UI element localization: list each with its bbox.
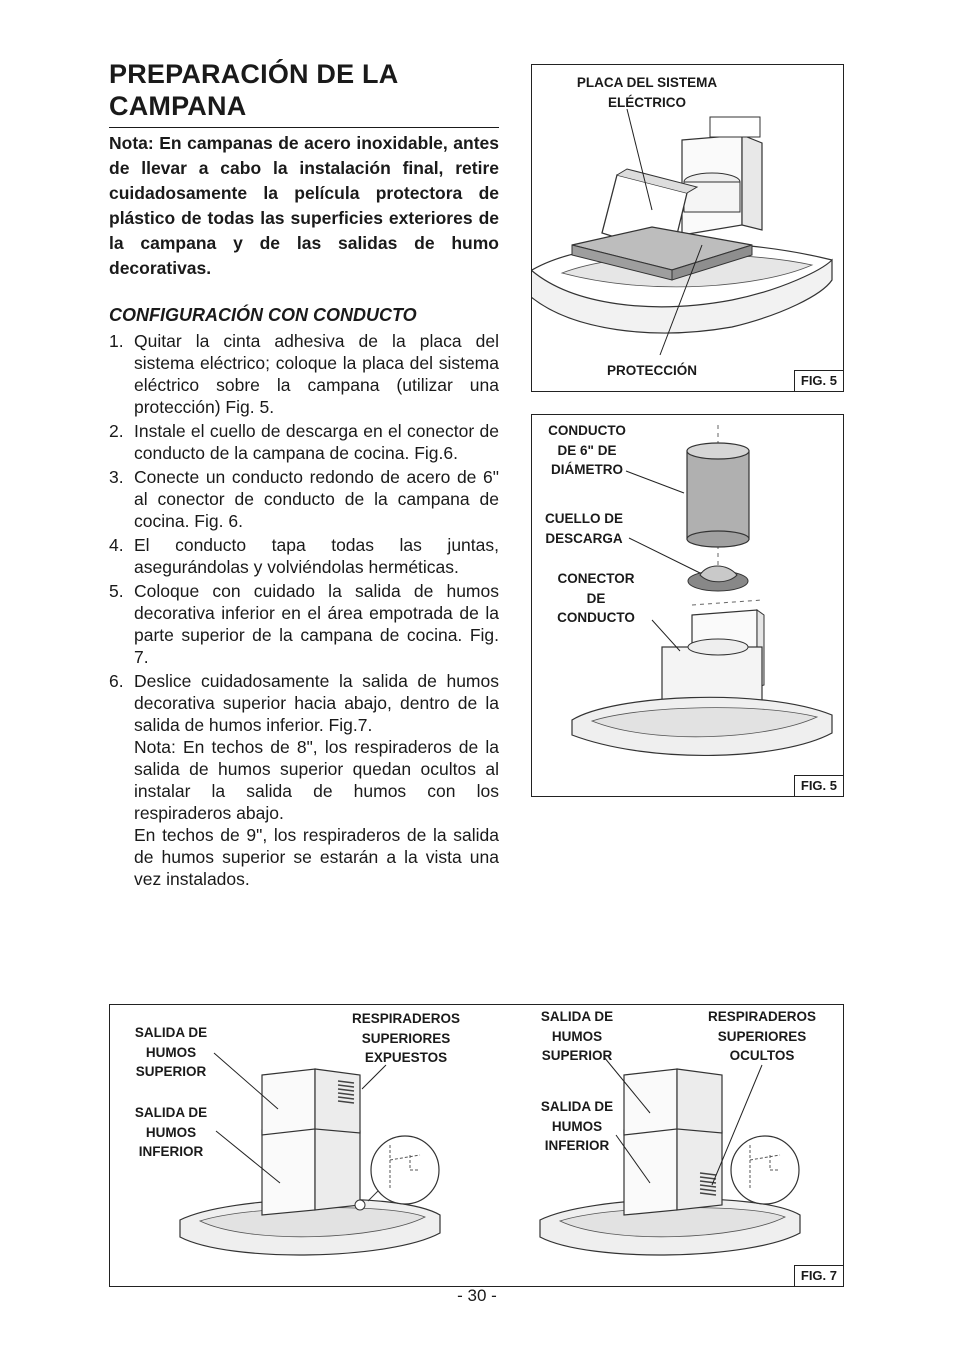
- step-6-note-9ft: En techos de 9", los respiraderos de la salida de humos superior se estarán a la vista una vez instalados.: [134, 825, 499, 889]
- figure-electrical-plate: [531, 64, 844, 392]
- step-6: 6. Deslice cuidadosamente la salida de humos decorativa superior hacia abajo, dentro de la salida de humos inferior. Fig.7. Nota: En techos de 8", los respiraderos de la salida de humos superior quedan ocultos al instalar la salida de humos con los respiraderos abajo. En techos de 9", los respiraderos de la salida de humos superior se estarán a la vista una vez instalados.: [109, 671, 499, 889]
- label-duct: CONDUCTO DE 6" DE DIÁMETRO: [548, 423, 626, 477]
- label-right-upper-chimney: SALIDA DE HUMOS SUPERIOR: [540, 1009, 614, 1063]
- step-5: 5. Coloque con cuidado la salida de humos decorativa inferior en el área empotrada de la parte superior de la campana de cocina. Fig. 7.: [109, 581, 499, 667]
- figure-tag: FIG. 7: [794, 1265, 844, 1287]
- page-number: - 30 -: [457, 1286, 497, 1305]
- stainless-steel-note: Nota: En campanas de acero inoxidable, antes de llevar a cabo la instalación final, retire cuidadosamente la película protectora de plástico de todas las superficies exteriores de la campana y de las salidas de humo decorativas.: [109, 133, 499, 278]
- label-hidden-vents: RESPIRADEROS SUPERIORES OCULTOS: [707, 1009, 817, 1063]
- label-left-lower-chimney: SALIDA DE HUMOS INFERIOR: [134, 1105, 208, 1159]
- label-protection: PROTECCIÓN: [606, 363, 697, 378]
- hood-plate-illustration: [532, 65, 843, 391]
- figure-chimney-installation: [109, 1004, 844, 1287]
- figure-duct-assembly: [531, 414, 844, 797]
- label-left-upper-chimney: SALIDA DE HUMOS SUPERIOR: [134, 1025, 208, 1079]
- label-right-lower-chimney: SALIDA DE HUMOS INFERIOR: [540, 1099, 614, 1153]
- step-6-note-8ft: Nota: En techos de 8", los respiraderos de la salida de humos superior quedan ocultos al instalar la salida de humos con los respiraderos abajo.: [134, 737, 499, 823]
- label-discharge-collar: CUELLO DE DESCARGA: [544, 511, 623, 546]
- page-title: PREPARACIÓN DE LA CAMPANA: [109, 59, 398, 121]
- label-electrical-plate: PLACA DEL SISTEMA ELÉCTRICO: [576, 75, 718, 110]
- figure-tag: FIG. 5: [794, 370, 844, 392]
- step-1: 1. Quitar la cinta adhesiva de la placa del sistema eléctrico; coloque la placa del sistema eléctrico sobre la campana (utilizar una protección) Fig. 5.: [109, 331, 499, 417]
- step-4: 4. El conducto tapa todas las juntas, asegurándolas y volviéndolas herméticas.: [109, 535, 499, 577]
- figure-tag: FIG. 5: [794, 775, 844, 797]
- step-2: 2. Instale el cuello de descarga en el conector de conducto de la campana de cocina. Fig.6.: [109, 421, 499, 463]
- step-3: 3. Conecte un conducto redondo de acero de 6" al conector de conducto de la campana de cocina. Fig. 6.: [109, 467, 499, 531]
- label-duct-connector: CONECTOR DE CONDUCTO: [557, 571, 635, 625]
- label-exposed-vents: RESPIRADEROS SUPERIORES EXPUESTOS: [351, 1011, 461, 1065]
- title-divider: [109, 127, 499, 128]
- section-heading: CONFIGURACIÓN CON CONDUCTO: [109, 305, 417, 325]
- instruction-steps: [109, 330, 499, 892]
